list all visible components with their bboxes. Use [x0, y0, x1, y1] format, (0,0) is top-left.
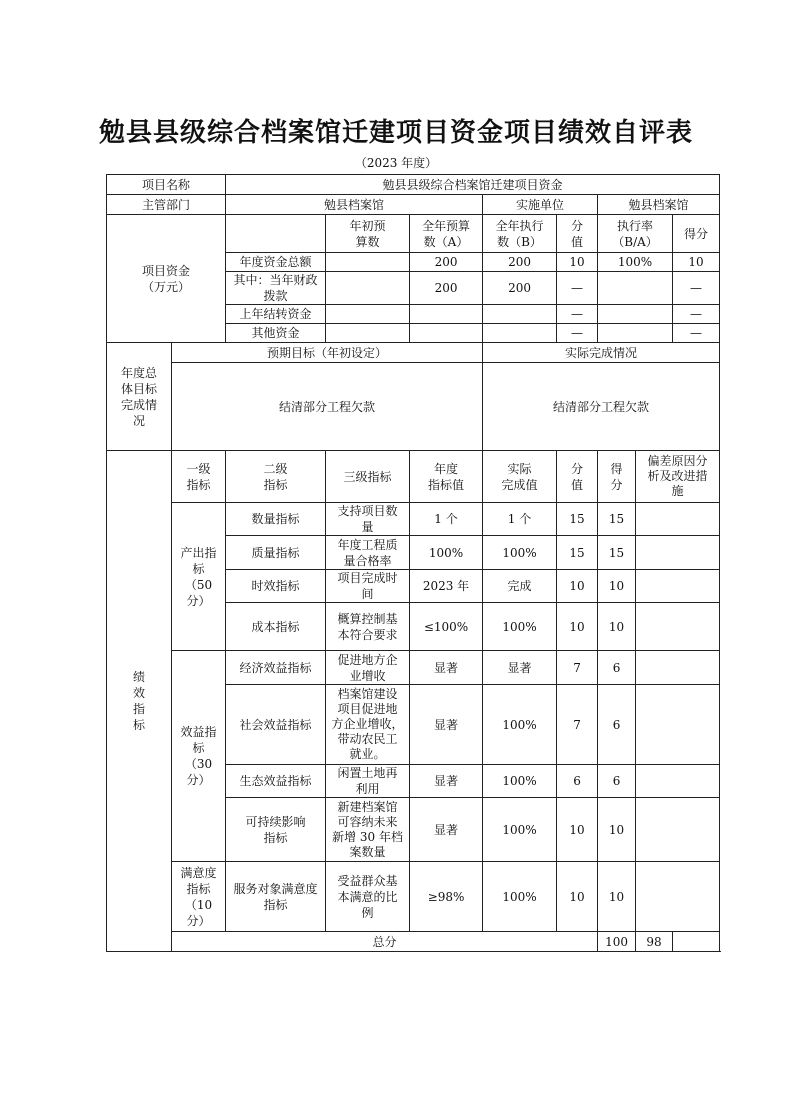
funds-score-value: 10 — [557, 253, 598, 272]
actual-value: 100% — [483, 765, 557, 798]
expected-goal-label: 预期目标（年初设定） — [172, 343, 483, 363]
score: 10 — [598, 603, 636, 651]
deviation-note — [636, 536, 720, 570]
score: 6 — [598, 651, 636, 685]
score: 10 — [598, 570, 636, 603]
level2: 社会效益指标 — [226, 685, 326, 765]
expected-goal-text: 结清部分工程欠款 — [172, 363, 483, 451]
score-value: 7 — [557, 651, 598, 685]
actual-value: 100% — [483, 862, 557, 932]
target-value: 100% — [410, 536, 483, 570]
funds-annual: 200 — [410, 272, 483, 305]
actual-result-text: 结清部分工程欠款 — [483, 363, 720, 451]
level2: 可持续影响 指标 — [226, 798, 326, 862]
col-score-value: 分 值 — [557, 215, 598, 253]
level3: 受益群众基 本满意的比 例 — [326, 862, 410, 932]
funds-row-label: 年度资金总额 — [226, 253, 326, 272]
goals-header-row — [107, 343, 720, 363]
funds-row-label: 其他资金 — [226, 324, 326, 343]
page-title: 勉县县级综合档案馆迁建项目资金项目绩效自评表 — [98, 118, 693, 148]
score-value: 10 — [557, 603, 598, 651]
col-level3: 三级指标 — [326, 451, 410, 503]
deviation-note — [636, 603, 720, 651]
deviation-note — [636, 685, 720, 765]
total-note — [673, 932, 720, 952]
score-value: 10 — [557, 570, 598, 603]
level2: 服务对象满意度 指标 — [226, 862, 326, 932]
funds-annual: 200 — [410, 253, 483, 272]
level3: 促进地方企 业增收 — [326, 651, 410, 685]
funds-score: — — [673, 305, 720, 324]
deviation-note — [636, 862, 720, 932]
actual-result-label: 实际完成情况 — [483, 343, 720, 363]
dept-value: 勉县档案馆 — [226, 195, 483, 215]
funds-rate — [598, 324, 673, 343]
indicator-row — [107, 651, 720, 685]
funds-rate — [598, 305, 673, 324]
actual-value: 完成 — [483, 570, 557, 603]
actual-value: 显著 — [483, 651, 557, 685]
score-value: 10 — [557, 798, 598, 862]
funds-initial — [326, 324, 410, 343]
funds-initial — [326, 305, 410, 324]
funds-rate — [598, 272, 673, 305]
level2: 成本指标 — [226, 603, 326, 651]
deviation-note — [636, 503, 720, 536]
level3: 档案馆建设 项目促进地 方企业增收， 带动农民工 就业。 — [326, 685, 410, 765]
actual-value: 1 个 — [483, 503, 557, 536]
department-row — [107, 195, 720, 215]
funds-annual — [410, 324, 483, 343]
target-value: 显著 — [410, 685, 483, 765]
funds-header-row — [107, 215, 720, 253]
col-level2: 二级 指标 — [226, 451, 326, 503]
actual-value: 100% — [483, 685, 557, 765]
level3: 新建档案馆 可容纳未来 新增 30 年档 案数量 — [326, 798, 410, 862]
funds-row-label: 上年结转资金 — [226, 305, 326, 324]
project-name-label: 项目名称 — [107, 175, 226, 195]
unit-label: 实施单位 — [483, 195, 598, 215]
deviation-note — [636, 798, 720, 862]
score: 15 — [598, 503, 636, 536]
project-name-row — [107, 175, 720, 195]
level2: 时效指标 — [226, 570, 326, 603]
level3: 支持项目数 量 — [326, 503, 410, 536]
total-score-value: 100 — [598, 932, 636, 952]
score-value: 15 — [557, 503, 598, 536]
col-perf-score: 得 分 — [598, 451, 636, 503]
col-perf-score-value: 分 值 — [557, 451, 598, 503]
total-row — [107, 932, 720, 952]
level3: 概算控制基 本符合要求 — [326, 603, 410, 651]
funds-initial — [326, 253, 410, 272]
col-level1: 一级 指标 — [172, 451, 226, 503]
score-value: 15 — [557, 536, 598, 570]
funds-score-value: — — [557, 305, 598, 324]
level2: 质量指标 — [226, 536, 326, 570]
target-value: 显著 — [410, 765, 483, 798]
funds-rate: 100% — [598, 253, 673, 272]
project-name-value: 勉县县级综合档案馆迁建项目资金 — [226, 175, 720, 195]
actual-value: 100% — [483, 798, 557, 862]
funds-exec: 200 — [483, 253, 557, 272]
score-value: 10 — [557, 862, 598, 932]
col-annual-budget: 全年预算 数（A） — [410, 215, 483, 253]
score: 10 — [598, 798, 636, 862]
level1-benefit: 效益指 标 （30 分） — [172, 651, 226, 862]
target-value: 显著 — [410, 651, 483, 685]
level1-satisfaction: 满意度 指标 （10 分） — [172, 862, 226, 932]
evaluation-table — [106, 174, 720, 952]
funds-exec — [483, 305, 557, 324]
level3: 项目完成时 间 — [326, 570, 410, 603]
level2: 经济效益指标 — [226, 651, 326, 685]
score: 10 — [598, 862, 636, 932]
deviation-note — [636, 570, 720, 603]
funds-score: — — [673, 324, 720, 343]
dept-label: 主管部门 — [107, 195, 226, 215]
funds-header-blank — [226, 215, 326, 253]
target-value: 1 个 — [410, 503, 483, 536]
level3: 年度工程质 量合格率 — [326, 536, 410, 570]
score: 6 — [598, 765, 636, 798]
deviation-note — [636, 651, 720, 685]
level2: 数量指标 — [226, 503, 326, 536]
level1-output: 产出指 标 （50 分） — [172, 503, 226, 651]
actual-value: 100% — [483, 603, 557, 651]
funds-score: — — [673, 272, 720, 305]
perf-label: 绩 效 指 标 — [107, 451, 172, 952]
level2: 生态效益指标 — [226, 765, 326, 798]
funds-initial — [326, 272, 410, 305]
score-value: 7 — [557, 685, 598, 765]
col-exec-rate: 执行率 （B/A） — [598, 215, 673, 253]
page-subtitle: （2023 年度） — [354, 156, 438, 170]
target-value: 2023 年 — [410, 570, 483, 603]
funds-exec — [483, 324, 557, 343]
col-annual-exec: 全年执行 数（B） — [483, 215, 557, 253]
col-initial-budget: 年初预 算数 — [326, 215, 410, 253]
deviation-note — [636, 765, 720, 798]
score: 15 — [598, 536, 636, 570]
indicator-row — [107, 503, 720, 536]
col-deviation-note: 偏差原因分 析及改进措 施 — [636, 451, 720, 503]
funds-score: 10 — [673, 253, 720, 272]
funds-row-label: 其中：当年财政拨款 — [226, 272, 326, 305]
target-value: ≤100% — [410, 603, 483, 651]
target-value: ≥98% — [410, 862, 483, 932]
funds-exec: 200 — [483, 272, 557, 305]
funds-label: 项目资金 （万元） — [107, 215, 226, 343]
level3: 闲置土地再 利用 — [326, 765, 410, 798]
unit-value: 勉县档案馆 — [598, 195, 720, 215]
target-value: 显著 — [410, 798, 483, 862]
col-score: 得分 — [673, 215, 720, 253]
funds-score-value: — — [557, 324, 598, 343]
goals-label: 年度总 体目标 完成情 况 — [107, 343, 172, 451]
score-value: 6 — [557, 765, 598, 798]
col-actual: 实际 完成值 — [483, 451, 557, 503]
total-label: 总分 — [172, 932, 598, 952]
perf-header-row — [107, 451, 720, 503]
col-target: 年度 指标值 — [410, 451, 483, 503]
actual-value: 100% — [483, 536, 557, 570]
funds-annual — [410, 305, 483, 324]
total-score: 98 — [636, 932, 673, 952]
indicator-row — [107, 862, 720, 932]
goals-content-row — [107, 363, 720, 451]
funds-score-value: — — [557, 272, 598, 305]
score: 6 — [598, 685, 636, 765]
